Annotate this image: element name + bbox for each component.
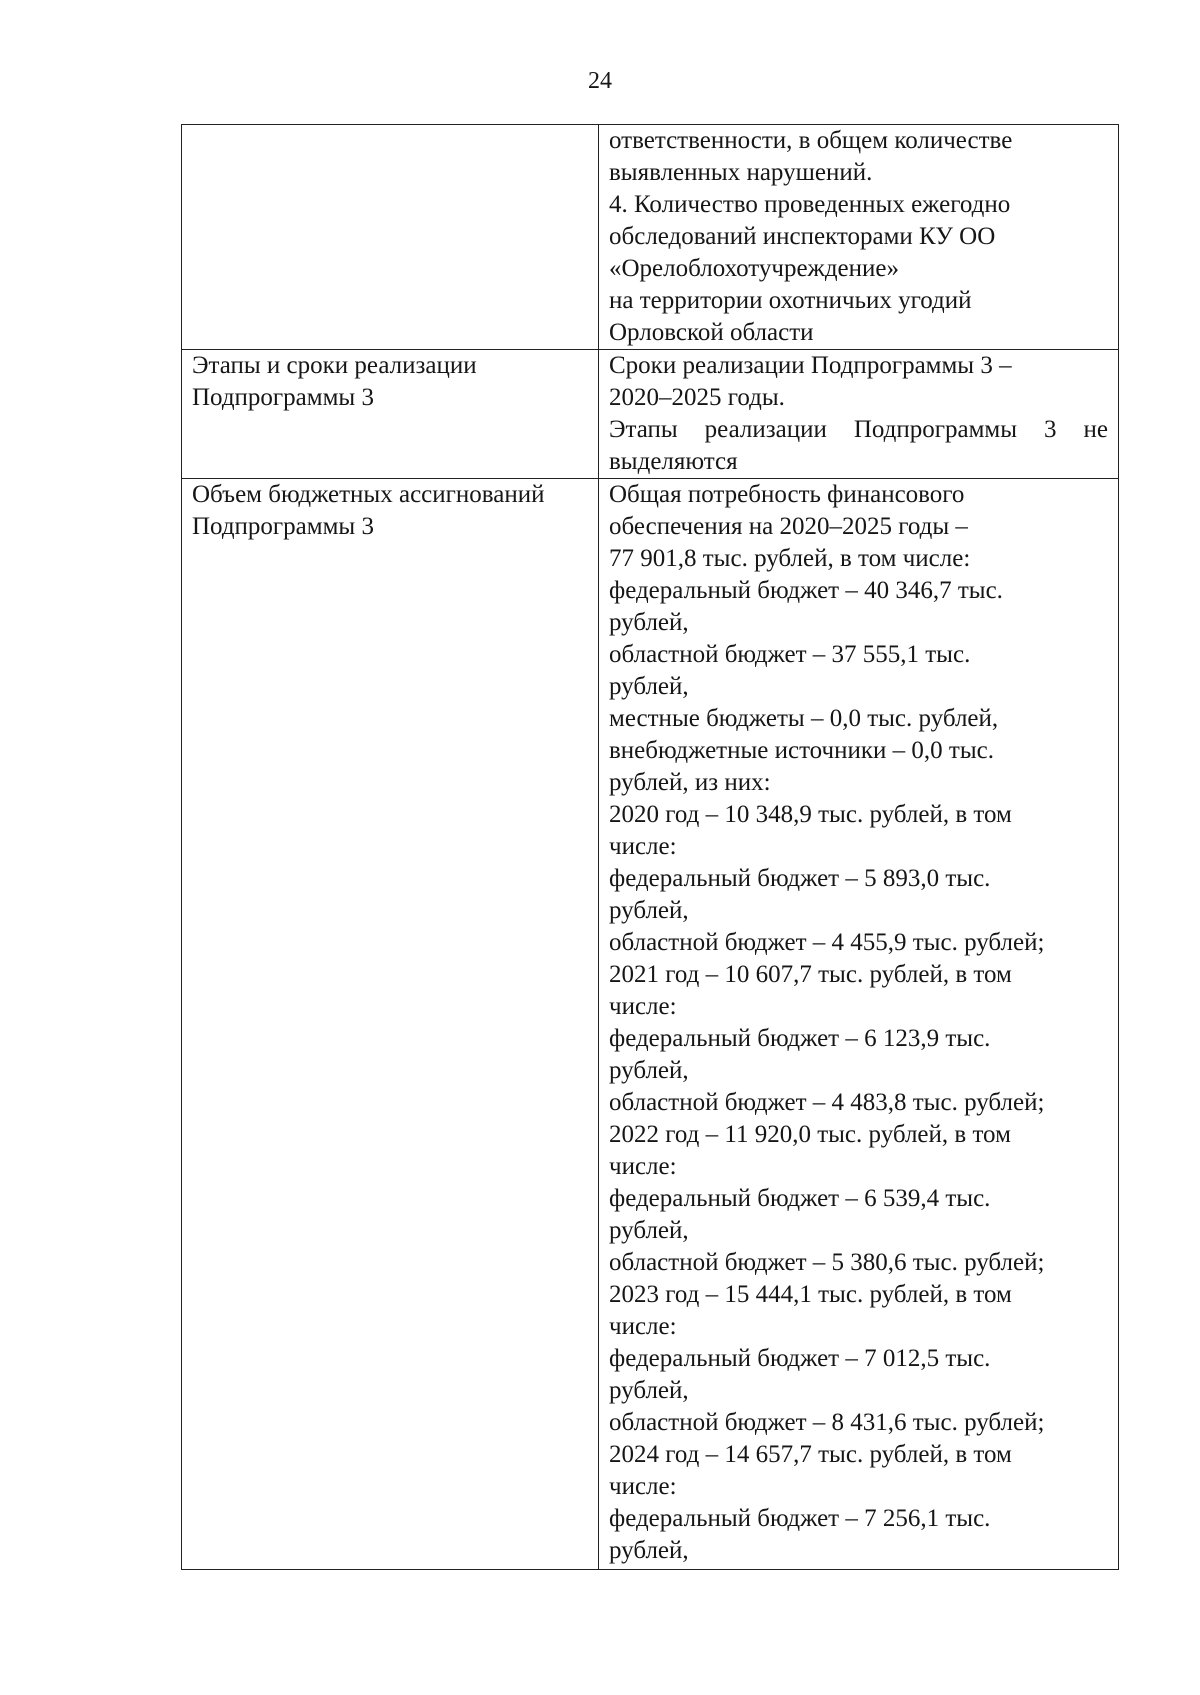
text-line: числе: <box>609 1313 677 1340</box>
text-line: федеральный бюджет – 40 346,7 тыс. <box>609 577 1003 604</box>
row-label-line: Этапы и сроки реализации <box>192 352 477 379</box>
row1-value-cell <box>599 125 1119 350</box>
text-line: 2020–2025 годы. <box>609 384 785 411</box>
text-line: федеральный бюджет – 6 123,9 тыс. <box>609 1025 991 1052</box>
text-line: 4. Количество проведенных ежегодно <box>609 191 1011 218</box>
row-label-line: Объем бюджетных ассигнований <box>192 481 545 508</box>
text-line: числе: <box>609 833 677 860</box>
text-line: 77 901,8 тыс. рублей, в том числе: <box>609 545 971 572</box>
budget-value-cell <box>599 479 1119 1570</box>
text-line: рублей, из них: <box>609 769 771 796</box>
text-line: федеральный бюджет – 7 012,5 тыс. <box>609 1345 991 1372</box>
stages-value-cell <box>599 350 1119 479</box>
text-line: рублей, <box>609 1057 689 1084</box>
text-line: областной бюджет – 37 555,1 тыс. <box>609 641 971 668</box>
text-line: областной бюджет – 4 455,9 тыс. рублей; <box>609 929 1045 956</box>
row-label-line: Подпрограммы 3 <box>192 384 374 411</box>
stages-label-cell <box>182 350 599 479</box>
row1-label-cell <box>182 125 599 350</box>
text-line: местные бюджеты – 0,0 тыс. рублей, <box>609 705 999 732</box>
text-line: Этапы реализации Подпрограммы 3 не <box>609 416 1108 443</box>
text-line: 2022 год – 11 920,0 тыс. рублей, в том <box>609 1121 1011 1148</box>
text-line: Орловской области <box>609 319 814 346</box>
text-line: рублей, <box>609 1537 689 1564</box>
text-line: числе: <box>609 1153 677 1180</box>
passport-table <box>181 124 1119 1570</box>
table-row <box>182 125 1119 350</box>
text-line: областной бюджет – 4 483,8 тыс. рублей; <box>609 1089 1045 1116</box>
text-line: числе: <box>609 993 677 1020</box>
text-line: областной бюджет – 5 380,6 тыс. рублей; <box>609 1249 1045 1276</box>
text-line: 2023 год – 15 444,1 тыс. рублей, в том <box>609 1281 1012 1308</box>
text-line: выявленных нарушений. <box>609 159 873 186</box>
text-line: рублей, <box>609 1217 689 1244</box>
table-row <box>182 479 1119 1570</box>
budget-label-cell <box>182 479 599 1570</box>
table-row <box>182 350 1119 479</box>
text-line: «Орелоблохотучреждение» <box>609 255 900 282</box>
text-line: числе: <box>609 1473 677 1500</box>
text-line: 2021 год – 10 607,7 тыс. рублей, в том <box>609 961 1012 988</box>
text-line: Общая потребность финансового <box>609 481 965 508</box>
text-line: 2024 год – 14 657,7 тыс. рублей, в том <box>609 1441 1012 1468</box>
text-line: Сроки реализации Подпрограммы 3 – <box>609 352 1012 379</box>
text-line: выделяются <box>609 448 738 475</box>
text-line: обеспечения на 2020–2025 годы – <box>609 513 968 540</box>
text-line: федеральный бюджет – 5 893,0 тыс. <box>609 865 991 892</box>
row-label-line: Подпрограммы 3 <box>192 513 374 540</box>
text-line: областной бюджет – 8 431,6 тыс. рублей; <box>609 1409 1045 1436</box>
text-line: внебюджетные источники – 0,0 тыс. <box>609 737 994 764</box>
text-line: рублей, <box>609 897 689 924</box>
page-number: 24 <box>588 68 612 94</box>
text-line: ответственности, в общем количестве <box>609 127 1013 154</box>
text-line: федеральный бюджет – 7 256,1 тыс. <box>609 1505 991 1532</box>
text-line: обследований инспекторами КУ ОО <box>609 223 996 250</box>
text-line: 2020 год – 10 348,9 тыс. рублей, в том <box>609 801 1012 828</box>
text-line: федеральный бюджет – 6 539,4 тыс. <box>609 1185 991 1212</box>
text-line: рублей, <box>609 673 689 700</box>
text-line: рублей, <box>609 609 689 636</box>
text-line: рублей, <box>609 1377 689 1404</box>
text-line: на территории охотничьих угодий <box>609 287 972 314</box>
